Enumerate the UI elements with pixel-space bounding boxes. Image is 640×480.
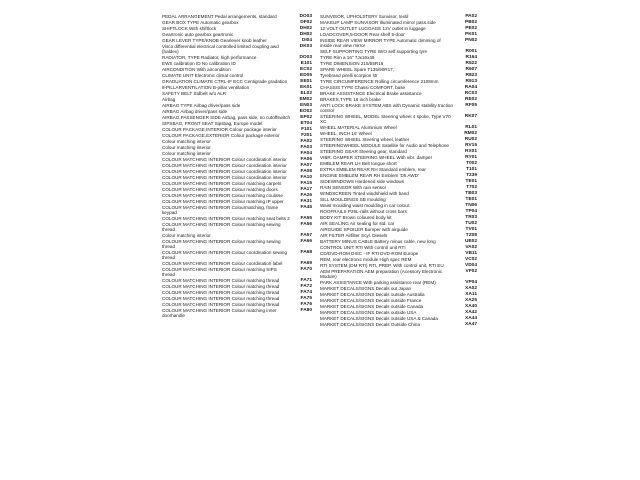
option-code: VD04 <box>465 262 477 268</box>
option-row <box>320 97 478 102</box>
option-code: FA08 <box>300 168 312 174</box>
option-row <box>320 103 478 113</box>
option-code: EC02 <box>300 66 312 72</box>
option-description: MARKET DECALS/SIGNS Decals outside France <box>320 297 422 303</box>
option-code: FA74 <box>300 289 312 295</box>
option-description: COLOUR MATCHING INTERIOR Colour matching thread <box>162 301 280 307</box>
option-code: FA10 <box>300 174 312 180</box>
option-row <box>320 38 478 48</box>
option-row <box>320 227 478 232</box>
option-row <box>162 222 312 232</box>
option-row <box>162 308 312 318</box>
option-row <box>162 20 312 25</box>
option-row <box>320 55 478 60</box>
option-row <box>320 257 478 262</box>
option-row <box>320 191 478 196</box>
option-row <box>320 49 478 54</box>
option-row <box>320 161 478 166</box>
option-code: R913 <box>465 78 477 84</box>
option-code: RU02 <box>464 137 477 142</box>
option-code: RK07 <box>464 113 477 119</box>
option-code: DH02 <box>299 25 312 31</box>
option-code: TE01 <box>465 196 477 202</box>
option-description: SILL MOULDINGS SB moulding <box>320 196 386 202</box>
option-row <box>162 157 312 162</box>
option-row <box>320 251 478 256</box>
option-code: TU02 <box>465 220 477 226</box>
option-row <box>162 205 312 215</box>
option-description: MAKEUP LAMP SUNVISOR Illuminated mirror pass.side <box>320 19 436 25</box>
option-description: REM, rear electronic module High spec REM <box>320 256 412 262</box>
option-code: DO03 <box>299 14 312 19</box>
option-row <box>162 44 312 54</box>
option-code: F201 <box>301 132 312 138</box>
option-code: R607 <box>465 66 477 72</box>
option-row <box>320 137 478 142</box>
option-description: ROOFRAILS P26L-rails without cross bars <box>320 208 407 214</box>
option-code: FA45 <box>300 204 312 210</box>
option-code: EO02 <box>299 108 312 114</box>
option-row <box>162 14 312 19</box>
option-description: EXTRA EMBLEM REAR RH Standard emblem, rear <box>320 166 426 172</box>
option-description: CHASSIS TYPE Chassi COMFORT, base <box>320 84 406 90</box>
option-row <box>162 250 312 260</box>
option-description: COLOUR PACKAGE,EXTERIOR Colour package exterior <box>162 132 280 138</box>
option-description: Colour matching interior <box>162 150 211 156</box>
option-code: DH02 <box>299 31 312 37</box>
option-description: COLOUR MATCHING INTERIOR Colour coordination interior <box>162 162 287 168</box>
option-row <box>320 203 478 208</box>
option-row <box>320 179 478 184</box>
option-description: PARK ASSISTANCE With parking assistance rear (REM) <box>320 279 436 285</box>
option-row <box>162 97 312 102</box>
option-code: RY01 <box>465 154 477 160</box>
option-row <box>162 85 312 90</box>
option-description: 12 VOLT OUTLET LUGGAGE 12V outlet in luggage <box>320 25 426 31</box>
option-row <box>320 149 478 154</box>
option-code: R164 <box>465 55 477 60</box>
option-row <box>162 187 312 192</box>
option-description: COLOUR MATCHING INTERIOR Colour matching sewing thread <box>162 238 281 249</box>
option-description: AIRBAG TYPE Airbag driver/pass side <box>162 102 241 108</box>
option-description: COLOUR MATCHING INTERIOR Colour matching IP upper <box>162 198 284 204</box>
option-row <box>162 290 312 295</box>
option-description: AEM PREPARATION AEM preparation (Acessory Electronic Module) <box>320 268 443 279</box>
option-description: STEERINGWHEEL MODULE Satellite for Audio and Telephone <box>320 142 449 148</box>
option-row <box>162 284 312 289</box>
option-row <box>320 316 478 321</box>
option-code: F101 <box>301 126 312 132</box>
option-description: COLOUR MATCHING INTERIOR Colour matching thread <box>162 295 280 301</box>
option-code: DF02 <box>300 19 312 25</box>
option-description: COLOUR MATCHING INTERIOR Colour matching coulisse <box>162 192 283 198</box>
option-description: COLOUR MATCHING INTERIOR Colour coordination interior <box>162 174 287 180</box>
option-code: XA02 <box>465 285 477 291</box>
option-code: TE01 <box>465 178 477 184</box>
option-code: DO03 <box>299 55 312 60</box>
option-code: FA57 <box>300 232 312 238</box>
option-code: EP02 <box>300 114 312 120</box>
option-row <box>162 103 312 108</box>
option-code: TN06 <box>465 202 477 208</box>
option-row <box>162 67 312 72</box>
option-description: 8-PILLARVENTILATION B-pillar ventilation <box>162 84 250 90</box>
option-description: COLOUR MATCHING INTERIOR Colour coordination sewing thread <box>162 249 287 260</box>
option-code: VF02 <box>465 268 477 274</box>
option-code: FA66 <box>300 238 312 244</box>
option-description: Visco differential electrical controlled limited coupling awd (haldex) <box>162 43 279 55</box>
option-description: BRAKE ASSISTANCE Electrical Brake assistance <box>320 90 422 96</box>
option-description: STEERING WHEEL Steering wheel, leather <box>320 137 410 142</box>
option-description: CD/DVD-ROM DISC - IF RTI DVD-ROM Europe <box>320 250 419 256</box>
option-description: COLOUR MATCHING INTERIOR Colour matching thread <box>162 289 280 295</box>
option-row <box>320 114 478 124</box>
option-description: COLOUR MATCHING INTERIOR Colour matching thread <box>162 283 280 289</box>
option-description: VIBR. DAMPER STEERING WHEEL With vibr. damper <box>320 154 433 160</box>
option-description: MARKET DECALS/SIGNS Decals out Japan <box>320 285 412 291</box>
option-row <box>320 85 478 90</box>
option-row <box>162 151 312 156</box>
option-code: PN02 <box>465 37 477 43</box>
option-description: WHEEL, INCH 16' Wheel <box>320 131 372 137</box>
option-row <box>320 20 478 25</box>
option-description: SAFETY BELT Stdbelt w/o ALR <box>162 90 227 96</box>
option-code: ET04 <box>300 120 312 126</box>
option-description: SIPSBAG, FRONT SEAT Sipsbag, Europe model <box>162 120 263 126</box>
option-description: LOADCOVER,5-DOOR Rear shelf 5-door <box>320 31 405 37</box>
option-description: AIRBAG Airbag driver/pass side <box>162 108 228 114</box>
option-row <box>320 286 478 291</box>
option-row <box>162 302 312 307</box>
option-code: FA69 <box>300 260 312 266</box>
option-description: SIDEWINDOWS Hardened side windows <box>320 178 404 184</box>
option-description: COLOUR MATCHING INTERIOR Colour matching sewing thread <box>162 221 281 232</box>
option-row <box>162 199 312 204</box>
option-code: FA76 <box>300 301 312 307</box>
option-description: AIR SEALING Air sealing for std. car <box>320 220 395 226</box>
option-code: RL01 <box>465 125 477 131</box>
option-description: TYRE DIMENSION 215/55R16 <box>320 60 384 66</box>
option-row <box>162 79 312 84</box>
option-description: COLOUR MATCHING INTERIOR Colour matching seat belts 2 <box>162 215 290 221</box>
option-description: WINDSCREEN Tinted windshield with band <box>320 190 409 196</box>
option-code: XA40 <box>465 303 477 309</box>
option-code: FA80 <box>300 307 312 313</box>
option-code: FA68 <box>300 249 312 255</box>
option-description: SHIFTLOCK With shiftlock <box>162 25 217 31</box>
option-description: Airbag <box>162 96 176 102</box>
option-row <box>320 233 478 238</box>
option-row <box>320 209 478 214</box>
option-code: ED05 <box>300 72 312 78</box>
option-row <box>320 32 478 37</box>
option-row <box>162 38 312 43</box>
option-code: EK01 <box>300 84 312 90</box>
option-code: FA75 <box>300 295 312 301</box>
option-code: FA55 <box>300 215 312 221</box>
option-row <box>320 269 478 279</box>
option-row <box>320 73 478 78</box>
option-code: EE01 <box>300 78 312 84</box>
option-row <box>320 310 478 315</box>
option-description: BODY KIT Brown coloured body kit <box>320 214 392 220</box>
option-description: BRAKES,TYPE 16 inch brake <box>320 96 381 102</box>
option-code: FA15 <box>300 180 312 186</box>
option-row <box>320 143 478 148</box>
option-row <box>320 155 478 160</box>
option-row <box>162 261 312 266</box>
option-row <box>162 133 312 138</box>
option-code: FA02 <box>300 138 312 144</box>
option-row <box>162 109 312 114</box>
option-description: Tyrebrand pirelli scorpion str <box>320 72 378 78</box>
option-code: RE02 <box>465 96 477 102</box>
option-description: INSIDE REAR VIEW MIRROR TYPE Automatic dimming of inside rear view mirror <box>320 37 441 49</box>
option-description: CONTROL UNIT RTI With control unit RTI <box>320 244 406 250</box>
option-description: TYRE Rim a 16" 7Jx16x49 <box>320 55 375 60</box>
option-description: Colour matching interior <box>162 138 211 144</box>
option-code: XA25 <box>465 297 477 303</box>
right-column <box>320 14 478 328</box>
option-description: ANTI LOCK BRAKE SYSTEM ABS with Dynamic stability traction control <box>320 102 454 113</box>
option-description: EMBLEM REAR LH Belt tongue short <box>320 160 397 166</box>
option-description: Geartronic auto gearbox geartronic <box>162 31 234 37</box>
option-description: COLOUR MATCHING INTERIOR Colour coordination interior <box>162 156 287 162</box>
option-code: XA11 <box>465 291 477 297</box>
option-description: Colour matching interior <box>162 144 211 150</box>
option-code: RC03 <box>464 90 477 96</box>
option-row <box>320 263 478 268</box>
option-description: STEERING WHEEL, MODEL Steering wheel 4 spoke, Type V70 XC <box>320 113 451 125</box>
option-row <box>320 221 478 226</box>
option-description: GEAR BOX TYPE Automatic gearbox <box>162 19 239 25</box>
option-row <box>162 26 312 31</box>
option-code: T239 <box>466 172 477 178</box>
option-row <box>162 163 312 168</box>
option-code: UE02 <box>465 238 477 244</box>
option-code: VP04 <box>465 279 477 285</box>
option-description: SUNVISOR, UPHOLSTERY Sunvisor, textil <box>320 14 409 19</box>
option-description: COLOUR MATCHING INTERIOR Colour coordination label <box>162 260 283 266</box>
option-row <box>162 267 312 277</box>
option-description: AIRBAG,PASSENGER SIDE Airbag, pass side, no cutoffswitch <box>162 114 290 120</box>
option-row <box>162 296 312 301</box>
option-row <box>320 197 478 202</box>
option-code: RX01 <box>465 148 477 154</box>
option-description: COLOUR MATCHING INTERIOR Colourmatching, frame keypad <box>162 204 279 215</box>
option-row <box>320 239 478 244</box>
option-description: MARKET DECALS/SIGNS Decals outside USA & Canada <box>320 315 438 321</box>
option-code: PE02 <box>465 25 477 31</box>
option-code: DI04 <box>301 37 312 43</box>
option-description: MARKET DECALS/SIGNS Decals outside Canada <box>320 303 424 309</box>
option-row <box>320 298 478 303</box>
option-code: FA07 <box>300 162 312 168</box>
option-code: PA02 <box>465 14 477 19</box>
option-row <box>162 216 312 221</box>
option-row <box>320 173 478 178</box>
option-row <box>320 215 478 220</box>
option-code: VB11 <box>465 250 477 256</box>
option-row <box>162 91 312 96</box>
option-code: TZ08 <box>465 232 477 238</box>
option-description: STEERING GEAR Steering gear, standard <box>320 148 407 154</box>
option-row <box>162 127 312 132</box>
option-row <box>162 139 312 144</box>
option-code: RF05 <box>465 102 477 108</box>
option-code: T002 <box>466 160 477 166</box>
option-row <box>320 167 478 172</box>
option-code: FA72 <box>300 283 312 289</box>
option-description: COLOUR MATCHING INTERIOR Colour matching SIPS thread <box>162 266 277 277</box>
option-row <box>320 91 478 96</box>
option-code: TB03 <box>465 190 477 196</box>
option-code: RV15 <box>465 142 477 148</box>
option-code: FA26 <box>300 192 312 198</box>
option-code: TR03 <box>465 214 477 220</box>
option-description: EWS calibration ID No calibration ID <box>162 60 236 66</box>
option-row <box>320 125 478 130</box>
option-code: R522 <box>465 60 477 66</box>
option-row <box>162 121 312 126</box>
option-code: FA71 <box>300 277 312 283</box>
option-row <box>320 322 478 327</box>
option-row <box>320 61 478 66</box>
option-code: XA47 <box>465 321 477 327</box>
option-row <box>162 175 312 180</box>
option-description: WHEEL MATERIAL Aluminium Wheel <box>320 125 397 131</box>
option-row <box>320 79 478 84</box>
option-row <box>320 14 478 19</box>
option-row <box>320 26 478 31</box>
option-code: XA44 <box>465 315 477 321</box>
option-code: EN03 <box>300 102 312 108</box>
option-description: BATTERY MINUS CABLE Battery minus cable, new long <box>320 238 436 244</box>
option-row <box>162 32 312 37</box>
option-code-sheet <box>162 14 478 476</box>
option-row <box>162 193 312 198</box>
option-description: AIRCONDITION With aircondition <box>162 66 231 72</box>
option-row <box>162 278 312 283</box>
option-description: MARKET DECALS/SIGNS Decals outside USA <box>320 309 417 315</box>
option-description: AIR FILTER Airfilter Scyl. Diesels <box>320 232 388 238</box>
option-code: R001 <box>465 49 477 55</box>
option-code: TP04 <box>465 208 477 214</box>
option-code: RA04 <box>464 84 477 90</box>
option-row <box>162 73 312 78</box>
option-row <box>320 280 478 285</box>
option-row <box>320 185 478 190</box>
option-description: RAIN SENSOR With rain sensor <box>320 184 387 190</box>
option-description: COLOUR MATCHING INTERIOR Colour coordination interior <box>162 168 287 174</box>
option-code: EL02 <box>300 90 312 96</box>
option-description: RADIATOR, TYPE Radiator, high performance <box>162 55 257 60</box>
option-code: VC02 <box>465 256 477 262</box>
option-description: Colour matching interior <box>162 232 211 238</box>
option-description: COLOUR MATCHING INTERIOR Colour matching thread <box>162 277 280 283</box>
option-code: XA42 <box>465 309 477 315</box>
option-row <box>320 245 478 250</box>
option-row <box>162 115 312 120</box>
option-description: GEAR LEVER TYPE/KNOB Gearlever knob leather <box>162 37 267 43</box>
option-code: PK01 <box>465 31 477 37</box>
option-row <box>162 55 312 60</box>
option-code: T702 <box>466 184 477 190</box>
option-description: RTI SYSTEM (DM RTI) RTI, PREP. With control unit, RTI EU <box>320 262 444 268</box>
option-row <box>162 61 312 66</box>
option-description: COLOUR PACKAGE,INTERIOR Colour package interior <box>162 126 277 132</box>
option-description: ENGINE EMBLEM REAR RH Emblem 'D5 AWD' <box>320 172 419 178</box>
option-code: FA17 <box>300 186 312 192</box>
option-code: R823 <box>465 72 477 78</box>
option-description: TYRE CIRCUMFERENCE Rolling circumference 2108mm <box>320 78 439 84</box>
option-code: RM02 <box>464 131 477 137</box>
option-row <box>320 131 478 136</box>
option-row <box>162 233 312 238</box>
option-description: PEDAL ARRANGEMENT Pedal arrangements, standard <box>162 14 277 19</box>
option-row <box>320 67 478 72</box>
option-row <box>162 181 312 186</box>
option-row <box>320 304 478 309</box>
option-description: COLOUR MATCHING INTERIOR Colour matching carpets <box>162 180 282 186</box>
option-description: MARKET DECALS/SIGNS Decals outside Australia <box>320 291 425 297</box>
option-description: CLIMATE UNIT Electronic climat control <box>162 72 244 78</box>
left-column <box>162 14 312 319</box>
option-description: SELF SUPPORTING TYRE W/O self supporting tyre <box>320 49 428 55</box>
option-description: COLOUR MATCHING INTERIOR Colour matching doors <box>162 186 278 192</box>
option-code: FA03 <box>300 144 312 150</box>
option-code: FA04 <box>300 150 312 156</box>
option-description: GRADUATION CLIMATE CTRL-IF ECC Centigrade gradation <box>162 78 288 84</box>
option-description: MARKET DECALS/SIGNS Decals Outside China <box>320 321 420 327</box>
option-code: EM02 <box>299 96 312 102</box>
option-code: TV01 <box>465 226 477 232</box>
option-code: FA70 <box>300 266 312 272</box>
option-code: FA31 <box>300 198 312 204</box>
option-description: COLOUR MATCHING INTERIOR Colour matching inner doorhandle <box>162 307 277 318</box>
option-row <box>162 169 312 174</box>
option-description: SPARE WHEEL Spare T135/90R17, <box>320 66 394 72</box>
option-code: VA02 <box>465 244 477 250</box>
option-code: E101 <box>300 60 312 66</box>
option-description: AIRGUIDE SPOILER Bumper with airguide <box>320 226 408 232</box>
option-code: FA56 <box>300 221 312 227</box>
option-code: DK03 <box>299 43 312 49</box>
option-description: Waist moulding waist moulding in car colour. <box>320 202 411 208</box>
option-code: T101 <box>466 166 477 172</box>
option-row <box>320 292 478 297</box>
option-code: FA06 <box>300 156 312 162</box>
option-code: PB02 <box>465 19 477 25</box>
option-row <box>162 145 312 150</box>
option-row <box>162 239 312 249</box>
